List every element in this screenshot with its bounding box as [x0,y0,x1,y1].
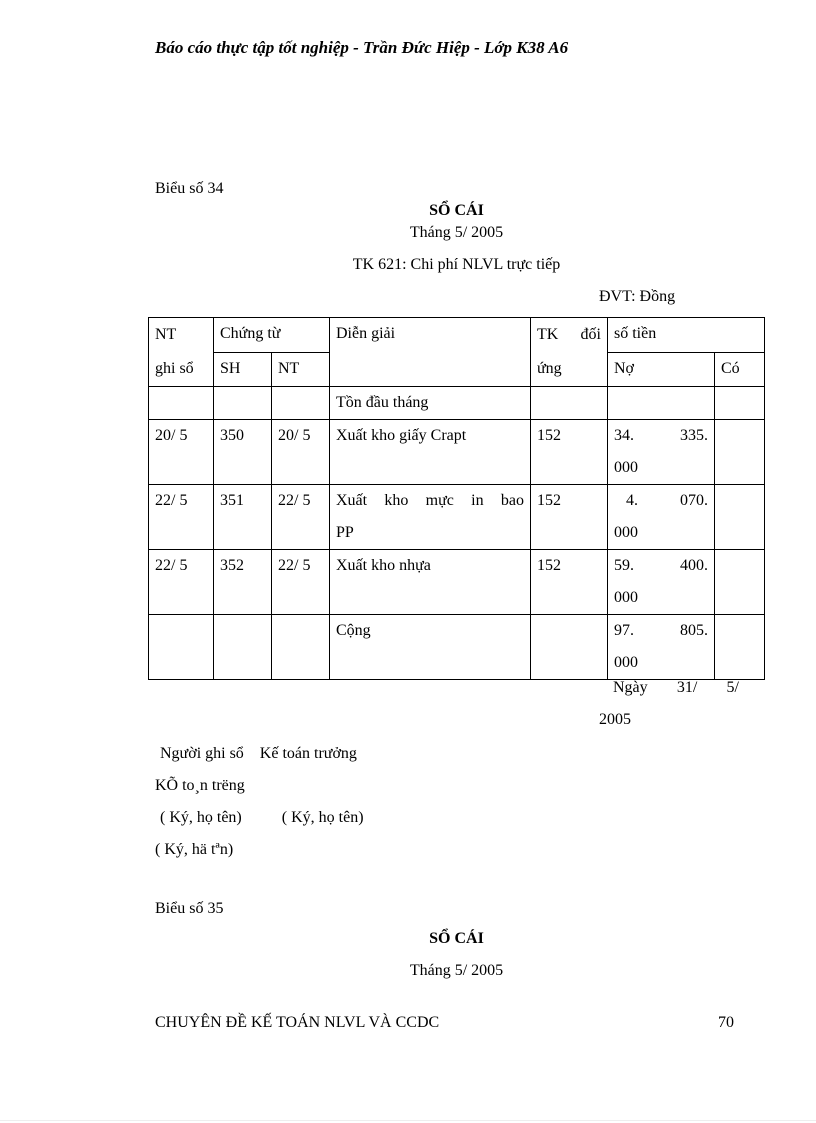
dien-giai-line1: Xuất kho nhựa [336,557,431,574]
footer-topic: CHUYÊN ĐỀ KẾ TOÁN NLVL VÀ CCDC [155,1014,440,1031]
cell-dien-giai [330,485,531,550]
cell-nt: 22/ 5 [149,550,214,615]
amount-line1: 4. 070. [626,492,708,509]
cell-nt: 20/ 5 [149,420,214,485]
table-row [149,485,765,550]
cell-empty [272,387,330,420]
total-row [149,615,765,680]
cell-empty [531,387,608,420]
amount-line2: 000 [614,524,638,541]
col-nt-ghi-so-line1: NT [155,326,177,343]
date-line2: 2005 [599,711,631,728]
currency-unit: ĐVT: Đồng [599,288,676,305]
col-tk-line2: ứng [537,360,562,377]
page-number: 70 [718,1014,734,1031]
total-label: Cộng [330,615,531,680]
cell-no [608,485,715,550]
signature-titles: Người ghi sổ Kế toán trưởng [160,745,357,762]
cell-sh: 350 [214,420,272,485]
col-co: Có [715,352,765,387]
col-tk-line1: TK đối [537,326,601,343]
cell-tk: 152 [531,485,608,550]
opening-label: Tồn đầu tháng [330,387,531,420]
amount-line2: 000 [614,459,638,476]
report-header: Báo cáo thực tập tốt nghiệp - Trần Đức Hiệp - Lớp K38 A6 [155,38,569,57]
cell-co [715,420,765,485]
cell-empty [715,615,765,680]
amount-line1: 34. 335. [614,427,708,444]
ledger-account: TK 621: Chi phí NLVL trực tiếp [352,256,561,273]
ledger-title: SỔ CÁI [429,202,484,219]
cell-no [608,550,715,615]
ledger2-month: Tháng 5/ 2005 [409,962,504,979]
signature-garbled-instruction: ( Ký, hä tªn) [155,841,234,858]
cell-dien-giai [330,550,531,615]
ledger-table [148,317,765,680]
dien-giai-line1: Xuất kho giấy Crapt [336,427,467,444]
cell-dien-giai [330,420,531,485]
cell-empty [272,615,330,680]
cell-nt: 22/ 5 [149,485,214,550]
cell-no [608,615,715,680]
cell-tk: 152 [531,550,608,615]
cell-empty [715,387,765,420]
col-sh: SH [214,352,272,387]
ledger-month: Tháng 5/ 2005 [409,224,504,241]
opening-row [149,387,765,420]
cell-sh: 352 [214,550,272,615]
cell-sh: 351 [214,485,272,550]
amount-line2: 000 [614,589,638,606]
col-chung-tu: Chứng từ [214,318,330,353]
cell-nt2: 22/ 5 [272,550,330,615]
cell-no [608,420,715,485]
col-nt-ghi-so-line2: ghi sổ [155,360,194,377]
cell-tk: 152 [531,420,608,485]
col-nt: NT [272,352,330,387]
cell-empty [149,387,214,420]
amount-line1: 59. 400. [614,557,708,574]
cell-co [715,550,765,615]
col-dien-giai: Diễn giải [330,318,531,387]
col-so-tien: số tiền [608,318,765,353]
col-tk-doi-ung [531,318,608,387]
signature-instructions: ( Ký, họ tên) ( Ký, họ tên) [160,809,364,826]
col-nt-ghi-so [149,318,214,387]
col-no: Nợ [608,352,715,387]
form-label: Biểu số 34 [155,180,224,197]
form2-label: Biểu số 35 [155,900,224,917]
page-bottom-edge [0,1120,816,1121]
total-amount-line2: 000 [614,654,638,671]
header-row [149,318,765,353]
cell-empty [214,615,272,680]
date-line1: Ngày 31/ 5/ [613,679,739,696]
cell-empty [214,387,272,420]
cell-co [715,485,765,550]
dien-giai-line2: PP [336,524,354,541]
total-amount-line1: 97. 805. [614,622,708,639]
cell-empty [531,615,608,680]
table-row [149,550,765,615]
cell-nt2: 22/ 5 [272,485,330,550]
ledger2-title: SỔ CÁI [429,930,484,947]
cell-empty [608,387,715,420]
cell-nt2: 20/ 5 [272,420,330,485]
dien-giai-line1: Xuất kho mực in bao [336,492,524,509]
cell-empty [149,615,214,680]
table-row [149,420,765,485]
signature-garbled-title: KÕ to¸n trëng [155,777,245,794]
